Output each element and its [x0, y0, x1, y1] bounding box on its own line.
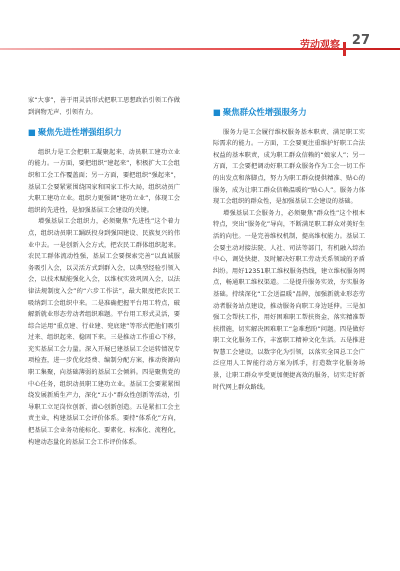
section-heading-service	[213, 107, 365, 119]
paragraph: 增强基层工会服务力，必须聚焦“群众性”这个根本特点，突出“服务化”导向，不断满足职工群众对美好生活的向往。一是完善维权机制，提高维权能力。基层工会要主动对接法院、人社、司法等部门，有机融入综治中心，调处快捷、及时解决好职工劳动关系领域的矛盾纠纷。用好12351职工维权服务热线，建立维权服务网点，畅通职工维权渠道。二是提升服务实效，夯实服务基础。持续深化“工会送温暖”品牌，加强新就业形态劳动者服务站点建设，推动服务向职工身边延伸。三是加强工会帮扶工作，用好困难职工帮扶资金，落实精准帮扶措施，切实解决困难职工“急难愁盼”问题。四是做好职工文化服务工作，丰富职工精神文化生活。五是推进智慧工会建设，以数字化为引领，以落实全国总工会广泛应用人工智能行动方案为抓手，打造数字化服务场景，让职工群众享受更加便捷高效的服务，切实走好新时代网上群众路线。	[213, 209, 365, 391]
right-column	[213, 107, 365, 393]
header-accent-bar	[0, 48, 400, 50]
paragraph: 组织力是工会把职工凝聚起来、动员职工建功立业的能力。一方面，要把组织“建起来”，积极扩大工会组织和工会工作覆盖面；另一方面，要把组织“强起来”，基层工会要紧紧围绕国家和国家工作大局，组织动员广大职工建功立业。组织力更强调“建功立业”，体现工会组织的先进性，是加强基层工会建设的关键。	[28, 148, 180, 214]
heading-bullet-icon: ■	[28, 127, 36, 138]
section-label: 劳动观察	[300, 40, 340, 51]
paragraph: 增强基层工会组织力，必须聚焦“先进性”这个着力点，组织动员职工踊跃投身到强国建设、民族复兴的伟业中去。一是创新入会方式，把农民工群体组织起来。农民工群体流动性强，基层工会要探索完善“以真诚服务吸引入会，以灵活方式到群入会，以典型经验引领入会，以技术赋能强化入会，以维权实效巩固入会，以法律法规制度入会”的“六步工作法”，最大限度把农民工吸纳到工会组织中来。二是准确把握平台用工特点，破解新就业形态劳动者组织难题。平台用工形式灵活，要综合运用“重点建、行业建、兜底建”等形式把他们吸引过来、组织起来、稳固下来。三是推动工作重心下移，充实基层工会力量。深入开展已建基层工会运转情况专项检查，进一步优化经费、编制分配方案，推动资源向职工集聚，向基础薄弱的基层工会倾斜。四是聚焦党的中心任务，组织动员职工建功立业。基层工会要紧紧围绕发展新质生产力，深化“五小”群众性创新等活动，引导职工立足岗位创新、潜心创新创造。五是紧扣工会主责主业，构建基层工会评价体系。要持“体系化”方向，把基层工会业务功能标化、要素化、标准化、流程化，构建动态量化的基层工会工作评价体系。	[28, 218, 180, 446]
heading-text: 聚焦群众性增强服务力	[222, 107, 307, 117]
paragraph: 服务力是工会履行维权服务基本职责、满足职工实际需求的能力。一方面，工会要更注重维护好职工合法权益的基本职责，成为职工群众信赖的“娘家人”；另一方面，工会要把调动好职工群众服务作为工会一切工作的出发点和落脚点，努力为职工群众提供精准、贴心的服务，成为让职工群众信赖温暖的“贴心人”。服务力体现工会组织的群众性，是加强基层工会建设的基础。	[213, 128, 365, 206]
heading-bullet-icon: ■	[213, 107, 221, 117]
page-number: 27	[351, 33, 370, 48]
header-divider-mark	[343, 42, 346, 56]
left-column	[28, 95, 180, 448]
section-heading-organization	[28, 127, 180, 139]
paragraph-intro: 家“大事”，善于用灵活形式把职工思想政治引领工作做到润物无声、引领有力。	[28, 97, 180, 116]
heading-text: 聚焦先进性增强组织力	[37, 127, 122, 138]
